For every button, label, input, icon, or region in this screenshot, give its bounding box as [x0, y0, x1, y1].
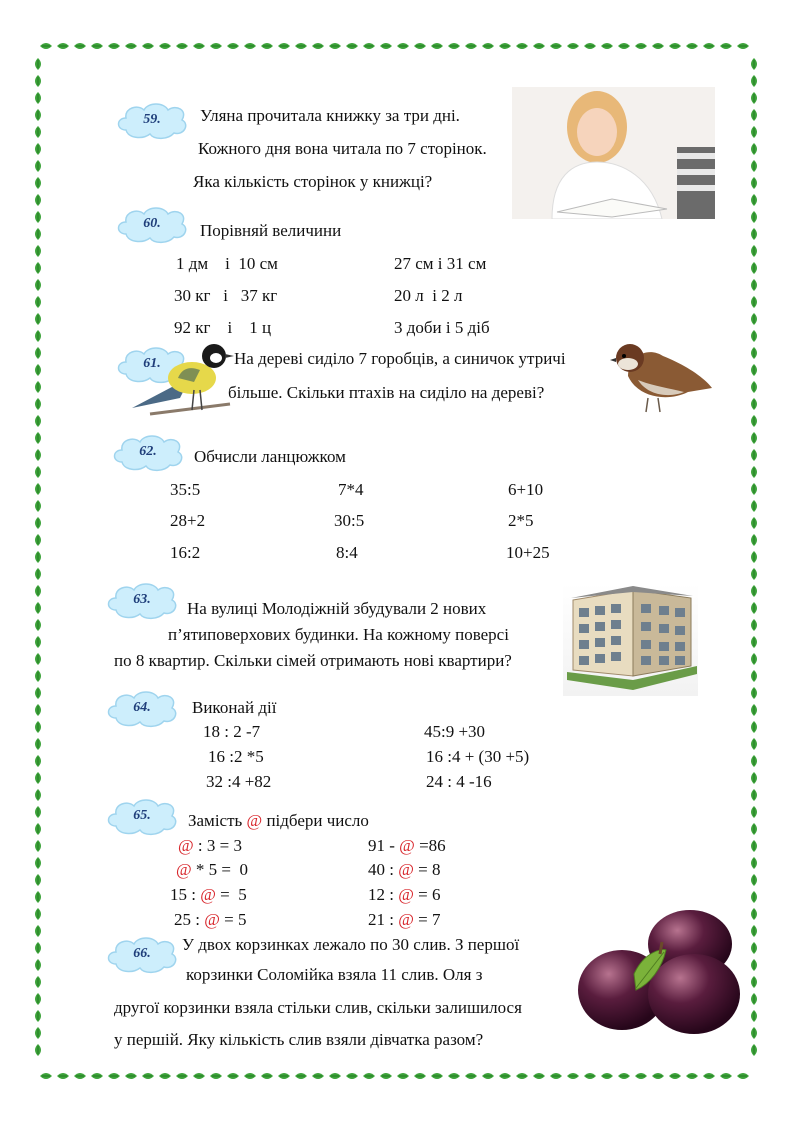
border-leaf: [584, 43, 596, 49]
border-leaf: [35, 143, 41, 155]
border-leaf: [193, 43, 205, 49]
border-leaf: [751, 602, 757, 614]
border-leaf: [35, 160, 41, 172]
border-leaf: [35, 789, 41, 801]
fill-text: = 7: [418, 910, 441, 929]
border-leaf: [751, 908, 757, 920]
border-leaf: [751, 823, 757, 835]
border-leaf: [751, 92, 757, 104]
task-66-line-3: другої корзинки взяла стільки слив, скільки залишилося: [114, 998, 522, 1017]
fill-text: = 5: [220, 885, 247, 904]
border-leaf: [751, 432, 757, 444]
border-leaf: [737, 43, 749, 49]
task-62-badge: [110, 432, 186, 472]
fill-text: 15 :: [170, 885, 196, 904]
border-leaf: [751, 449, 757, 461]
border-leaf: [40, 1073, 52, 1079]
task-63-line-2: п’ятиповерхових будинки. На кожному поверсі: [168, 625, 509, 644]
task-66-badge: [104, 934, 180, 974]
border-leaf: [295, 43, 307, 49]
border-leaf: [35, 670, 41, 682]
border-leaf: [35, 347, 41, 359]
task-59-line-3: Яка кількість сторінок у книжці?: [193, 172, 433, 191]
fill-text: 25 :: [174, 910, 200, 929]
task-59-line-2: Кожного дня вона читала по 7 сторінок.: [198, 139, 487, 158]
border-leaf: [210, 1073, 222, 1079]
task-60-badge: [114, 204, 190, 244]
border-leaf: [414, 1073, 426, 1079]
border-leaf: [751, 143, 757, 155]
border-leaf: [397, 1073, 409, 1079]
border-leaf: [35, 976, 41, 988]
border-leaf: [35, 92, 41, 104]
fill-text: 12 :: [368, 885, 394, 904]
border-leaf: [601, 1073, 613, 1079]
border-leaf: [533, 43, 545, 49]
border-leaf: [751, 109, 757, 121]
titmouse-image: [130, 338, 236, 420]
border-leaf: [278, 43, 290, 49]
border-leaf: [751, 415, 757, 427]
border-leaf: [751, 1010, 757, 1022]
border-leaf: [751, 585, 757, 597]
border-leaf: [35, 517, 41, 529]
border-leaf: [35, 704, 41, 716]
border-leaf: [751, 160, 757, 172]
border-leaf: [567, 1073, 579, 1079]
task-63-line-1: На вулиці Молодіжній збудували 2 нових: [187, 599, 487, 618]
border-leaf: [35, 194, 41, 206]
border-leaf: [35, 466, 41, 478]
border-leaf: [35, 415, 41, 427]
fill-text: =86: [419, 836, 446, 855]
task-59-badge: [114, 100, 190, 140]
chain-r2-c2: 30:5: [334, 511, 365, 530]
border-leaf: [329, 43, 341, 49]
border-leaf: [35, 534, 41, 546]
border-leaf: [751, 1027, 757, 1039]
border-leaf: [751, 381, 757, 393]
border-leaf: [35, 721, 41, 733]
border-leaf: [346, 1073, 358, 1079]
task-number: 60.: [143, 216, 161, 231]
border-leaf: [584, 1073, 596, 1079]
border-leaf: [751, 313, 757, 325]
task-61-line-1: На дереві сиділо 7 горобців, а синичок утричі: [234, 349, 566, 368]
border-leaf: [751, 704, 757, 716]
border-leaf: [635, 43, 647, 49]
border-leaf: [91, 43, 103, 49]
border-leaf: [176, 43, 188, 49]
border-leaf: [751, 330, 757, 342]
border-leaf: [751, 687, 757, 699]
border-leaf: [210, 43, 222, 49]
border-leaf: [720, 1073, 732, 1079]
border-leaf: [35, 755, 41, 767]
border-leaf: [35, 585, 41, 597]
border-leaf: [567, 43, 579, 49]
border-leaf: [618, 1073, 630, 1079]
placeholder-symbol: @: [399, 836, 415, 855]
border-leaf: [751, 483, 757, 495]
border-leaf: [35, 432, 41, 444]
border-leaf: [751, 636, 757, 648]
border-leaf: [751, 296, 757, 308]
border-leaf: [35, 1027, 41, 1039]
border-leaf: [125, 1073, 137, 1079]
border-leaf: [703, 1073, 715, 1079]
chain-r1-c3: 6+10: [508, 480, 544, 499]
border-leaf: [720, 43, 732, 49]
task-63-line-3: по 8 квартир. Скільки сімей отримають нові квартири?: [114, 651, 512, 670]
border-leaf: [751, 925, 757, 937]
border-leaf: [652, 1073, 664, 1079]
compare-1-right: 27 см і 31 см: [394, 254, 487, 273]
fill-text: = 5: [224, 910, 247, 929]
task-number: 65.: [133, 808, 151, 823]
border-leaf: [35, 398, 41, 410]
chain-r3-c1: 16:2: [170, 543, 201, 562]
border-leaf: [35, 126, 41, 138]
fill-r2-right: [368, 861, 440, 878]
compare-3-right: 3 доби і 5 діб: [394, 318, 490, 337]
border-leaf: [751, 500, 757, 512]
border-leaf: [669, 43, 681, 49]
fill-r3-left: [170, 886, 247, 903]
expr-r2-c2: 16 :4 + (30 +5): [426, 747, 530, 766]
border-leaf: [751, 670, 757, 682]
border-leaf: [35, 500, 41, 512]
fill-text: = 8: [418, 860, 441, 879]
border-leaf: [35, 636, 41, 648]
task-number: 63.: [133, 592, 151, 607]
task-62-title: Обчисли ланцюжком: [194, 447, 346, 466]
border-leaf: [751, 755, 757, 767]
border-leaf: [499, 43, 511, 49]
border-leaf: [516, 1073, 528, 1079]
border-leaf: [35, 449, 41, 461]
compare-2-right: 20 л і 2 л: [394, 286, 463, 305]
task-60-title: Порівняй величини: [200, 221, 342, 240]
task-64-title: Виконай дії: [192, 698, 277, 717]
border-leaf: [261, 43, 273, 49]
border-leaf: [74, 1073, 86, 1079]
border-leaf: [35, 381, 41, 393]
task-61-line-2: більше. Скільки птахів на сиділо на дереві?: [228, 383, 545, 402]
task-59-line-1: Уляна прочитала книжку за три дні.: [200, 106, 460, 125]
fill-text: = 6: [418, 885, 441, 904]
border-leaf: [669, 1073, 681, 1079]
expr-r1-c2: 45:9 +30: [424, 722, 486, 741]
plums-image: [574, 908, 746, 1036]
border-leaf: [618, 43, 630, 49]
title-after: підбери число: [266, 811, 369, 830]
border-leaf: [227, 43, 239, 49]
border-leaf: [499, 1073, 511, 1079]
compare-3-left: 92 кг і 1 ц: [174, 318, 272, 337]
border-leaf: [448, 1073, 460, 1079]
border-leaf: [312, 1073, 324, 1079]
border-leaf: [261, 1073, 273, 1079]
border-leaf: [686, 1073, 698, 1079]
border-leaf: [751, 347, 757, 359]
fill-r1-left: [178, 837, 242, 854]
border-leaf: [363, 43, 375, 49]
border-leaf: [751, 840, 757, 852]
border-leaf: [751, 976, 757, 988]
border-leaf: [751, 58, 757, 70]
border-leaf: [35, 806, 41, 818]
border-leaf: [125, 43, 137, 49]
border-leaf: [35, 619, 41, 631]
border-leaf: [329, 1073, 341, 1079]
expr-r1-c1: 18 : 2 -7: [203, 722, 261, 741]
task-number: 66.: [133, 946, 151, 961]
border-leaf: [751, 551, 757, 563]
task-64-badge: [104, 688, 180, 728]
border-leaf: [550, 43, 562, 49]
fill-r3-right: [368, 886, 440, 903]
border-leaf: [35, 262, 41, 274]
chain-r2-c1: 28+2: [170, 511, 206, 530]
chain-r2-c3: 2*5: [508, 511, 534, 530]
border-leaf: [751, 721, 757, 733]
border-leaf: [35, 993, 41, 1005]
border-leaf: [751, 993, 757, 1005]
border-leaf: [35, 58, 41, 70]
border-leaf: [751, 262, 757, 274]
border-leaf: [635, 1073, 647, 1079]
border-leaf: [35, 483, 41, 495]
compare-2-left: 30 кг і 37 кг: [174, 286, 278, 305]
border-leaf: [227, 1073, 239, 1079]
border-leaf: [108, 43, 120, 49]
border-leaf: [35, 75, 41, 87]
border-leaf: [176, 1073, 188, 1079]
placeholder-symbol: @: [204, 910, 220, 929]
border-leaf: [601, 43, 613, 49]
border-leaf: [35, 279, 41, 291]
border-leaf: [751, 517, 757, 529]
task-number: 64.: [133, 700, 151, 715]
border-leaf: [244, 1073, 256, 1079]
border-leaf: [346, 43, 358, 49]
border-leaf: [35, 245, 41, 257]
border-leaf: [35, 891, 41, 903]
border-leaf: [751, 279, 757, 291]
border-leaf: [35, 942, 41, 954]
task-66-line-2: корзинки Соломійка взяла 11 слив. Оля з: [186, 965, 483, 984]
border-leaf: [35, 874, 41, 886]
border-leaf: [465, 1073, 477, 1079]
border-leaf: [244, 43, 256, 49]
fill-r4-left: [174, 911, 246, 928]
placeholder-symbol: @: [200, 885, 216, 904]
placeholder-symbol: @: [398, 910, 414, 929]
border-leaf: [35, 908, 41, 920]
border-leaf: [751, 1044, 757, 1056]
border-leaf: [431, 43, 443, 49]
border-leaf: [40, 43, 52, 49]
apartment-building-image: [563, 584, 698, 696]
expr-r2-c1: 16 :2 *5: [208, 747, 264, 766]
border-leaf: [142, 43, 154, 49]
placeholder-symbol: @: [398, 860, 414, 879]
border-leaf: [751, 653, 757, 665]
border-leaf: [751, 772, 757, 784]
border-leaf: [35, 772, 41, 784]
girl-reading-image: [512, 87, 715, 219]
border-leaf: [35, 738, 41, 750]
border-leaf: [35, 653, 41, 665]
border-leaf: [751, 891, 757, 903]
border-leaf: [686, 43, 698, 49]
border-leaf: [414, 43, 426, 49]
border-leaf: [751, 245, 757, 257]
placeholder-symbol: @: [176, 860, 192, 879]
task-65-title: [188, 812, 369, 829]
border-leaf: [159, 43, 171, 49]
border-leaf: [295, 1073, 307, 1079]
border-leaf: [193, 1073, 205, 1079]
task-66-line-1: У двох корзинках лежало по 30 слив. З першої: [182, 935, 520, 954]
task-66-line-4: у першій. Яку кількість слив взяли дівчатка разом?: [114, 1030, 484, 1049]
border-leaf: [751, 466, 757, 478]
border-leaf: [751, 619, 757, 631]
border-leaf: [431, 1073, 443, 1079]
border-leaf: [737, 1073, 749, 1079]
border-leaf: [57, 1073, 69, 1079]
border-leaf: [751, 534, 757, 546]
border-leaf: [751, 789, 757, 801]
border-leaf: [465, 43, 477, 49]
fill-text: : 3 = 3: [197, 836, 242, 855]
border-leaf: [35, 687, 41, 699]
fill-r2-left: [176, 861, 248, 878]
border-leaf: [35, 1010, 41, 1022]
border-leaf: [751, 228, 757, 240]
title-before: Замість: [188, 811, 243, 830]
border-leaf: [35, 925, 41, 937]
border-leaf: [35, 228, 41, 240]
compare-1-left: 1 дм і 10 см: [176, 254, 278, 273]
border-leaf: [35, 568, 41, 580]
fill-r1-right: [368, 837, 446, 854]
placeholder-symbol: @: [398, 885, 414, 904]
border-leaf: [751, 177, 757, 189]
fill-text: 91 -: [368, 836, 395, 855]
border-leaf: [35, 296, 41, 308]
fill-text: * 5 = 0: [195, 860, 248, 879]
border-leaf: [703, 43, 715, 49]
expr-r3-c2: 24 : 4 -16: [426, 772, 492, 791]
border-leaf: [751, 398, 757, 410]
border-leaf: [35, 177, 41, 189]
sparrow-image: [608, 336, 714, 414]
border-leaf: [751, 942, 757, 954]
border-leaf: [751, 857, 757, 869]
border-leaf: [751, 364, 757, 376]
border-leaf: [35, 313, 41, 325]
chain-r1-c2: 7*4: [338, 480, 364, 499]
border-leaf: [751, 194, 757, 206]
task-number: 59.: [143, 112, 161, 127]
chain-r3-c2: 8:4: [336, 543, 358, 562]
fill-text: 40 :: [368, 860, 394, 879]
border-leaf: [550, 1073, 562, 1079]
border-leaf: [142, 1073, 154, 1079]
border-leaf: [380, 43, 392, 49]
placeholder-symbol: @: [178, 836, 194, 855]
placeholder-symbol: @: [246, 811, 263, 830]
border-leaf: [35, 551, 41, 563]
border-leaf: [751, 568, 757, 580]
chain-r1-c1: 35:5: [170, 480, 201, 499]
border-leaf: [516, 43, 528, 49]
border-leaf: [751, 959, 757, 971]
border-leaf: [482, 1073, 494, 1079]
chain-r3-c3: 10+25: [506, 543, 550, 562]
border-leaf: [159, 1073, 171, 1079]
border-leaf: [533, 1073, 545, 1079]
border-leaf: [751, 126, 757, 138]
border-leaf: [751, 211, 757, 223]
fill-text: 21 :: [368, 910, 394, 929]
border-leaf: [751, 874, 757, 886]
border-leaf: [751, 806, 757, 818]
border-leaf: [35, 364, 41, 376]
border-leaf: [380, 1073, 392, 1079]
border-leaf: [35, 109, 41, 121]
border-leaf: [482, 43, 494, 49]
border-leaf: [57, 43, 69, 49]
border-leaf: [74, 43, 86, 49]
border-leaf: [652, 43, 664, 49]
border-leaf: [397, 43, 409, 49]
border-leaf: [35, 211, 41, 223]
border-leaf: [35, 959, 41, 971]
border-leaf: [35, 823, 41, 835]
task-number: 62.: [139, 444, 157, 459]
border-leaf: [35, 330, 41, 342]
border-leaf: [751, 75, 757, 87]
task-63-badge: [104, 580, 180, 620]
border-leaf: [363, 1073, 375, 1079]
border-leaf: [448, 43, 460, 49]
border-leaf: [35, 602, 41, 614]
border-leaf: [35, 840, 41, 852]
task-65-badge: [104, 796, 180, 836]
border-leaf: [35, 1044, 41, 1056]
task-number: 61.: [143, 356, 161, 371]
border-leaf: [312, 43, 324, 49]
border-leaf: [751, 738, 757, 750]
fill-r4-right: [368, 911, 440, 928]
border-leaf: [278, 1073, 290, 1079]
border-leaf: [91, 1073, 103, 1079]
border-leaf: [35, 857, 41, 869]
border-leaf: [108, 1073, 120, 1079]
expr-r3-c1: 32 :4 +82: [206, 772, 272, 791]
